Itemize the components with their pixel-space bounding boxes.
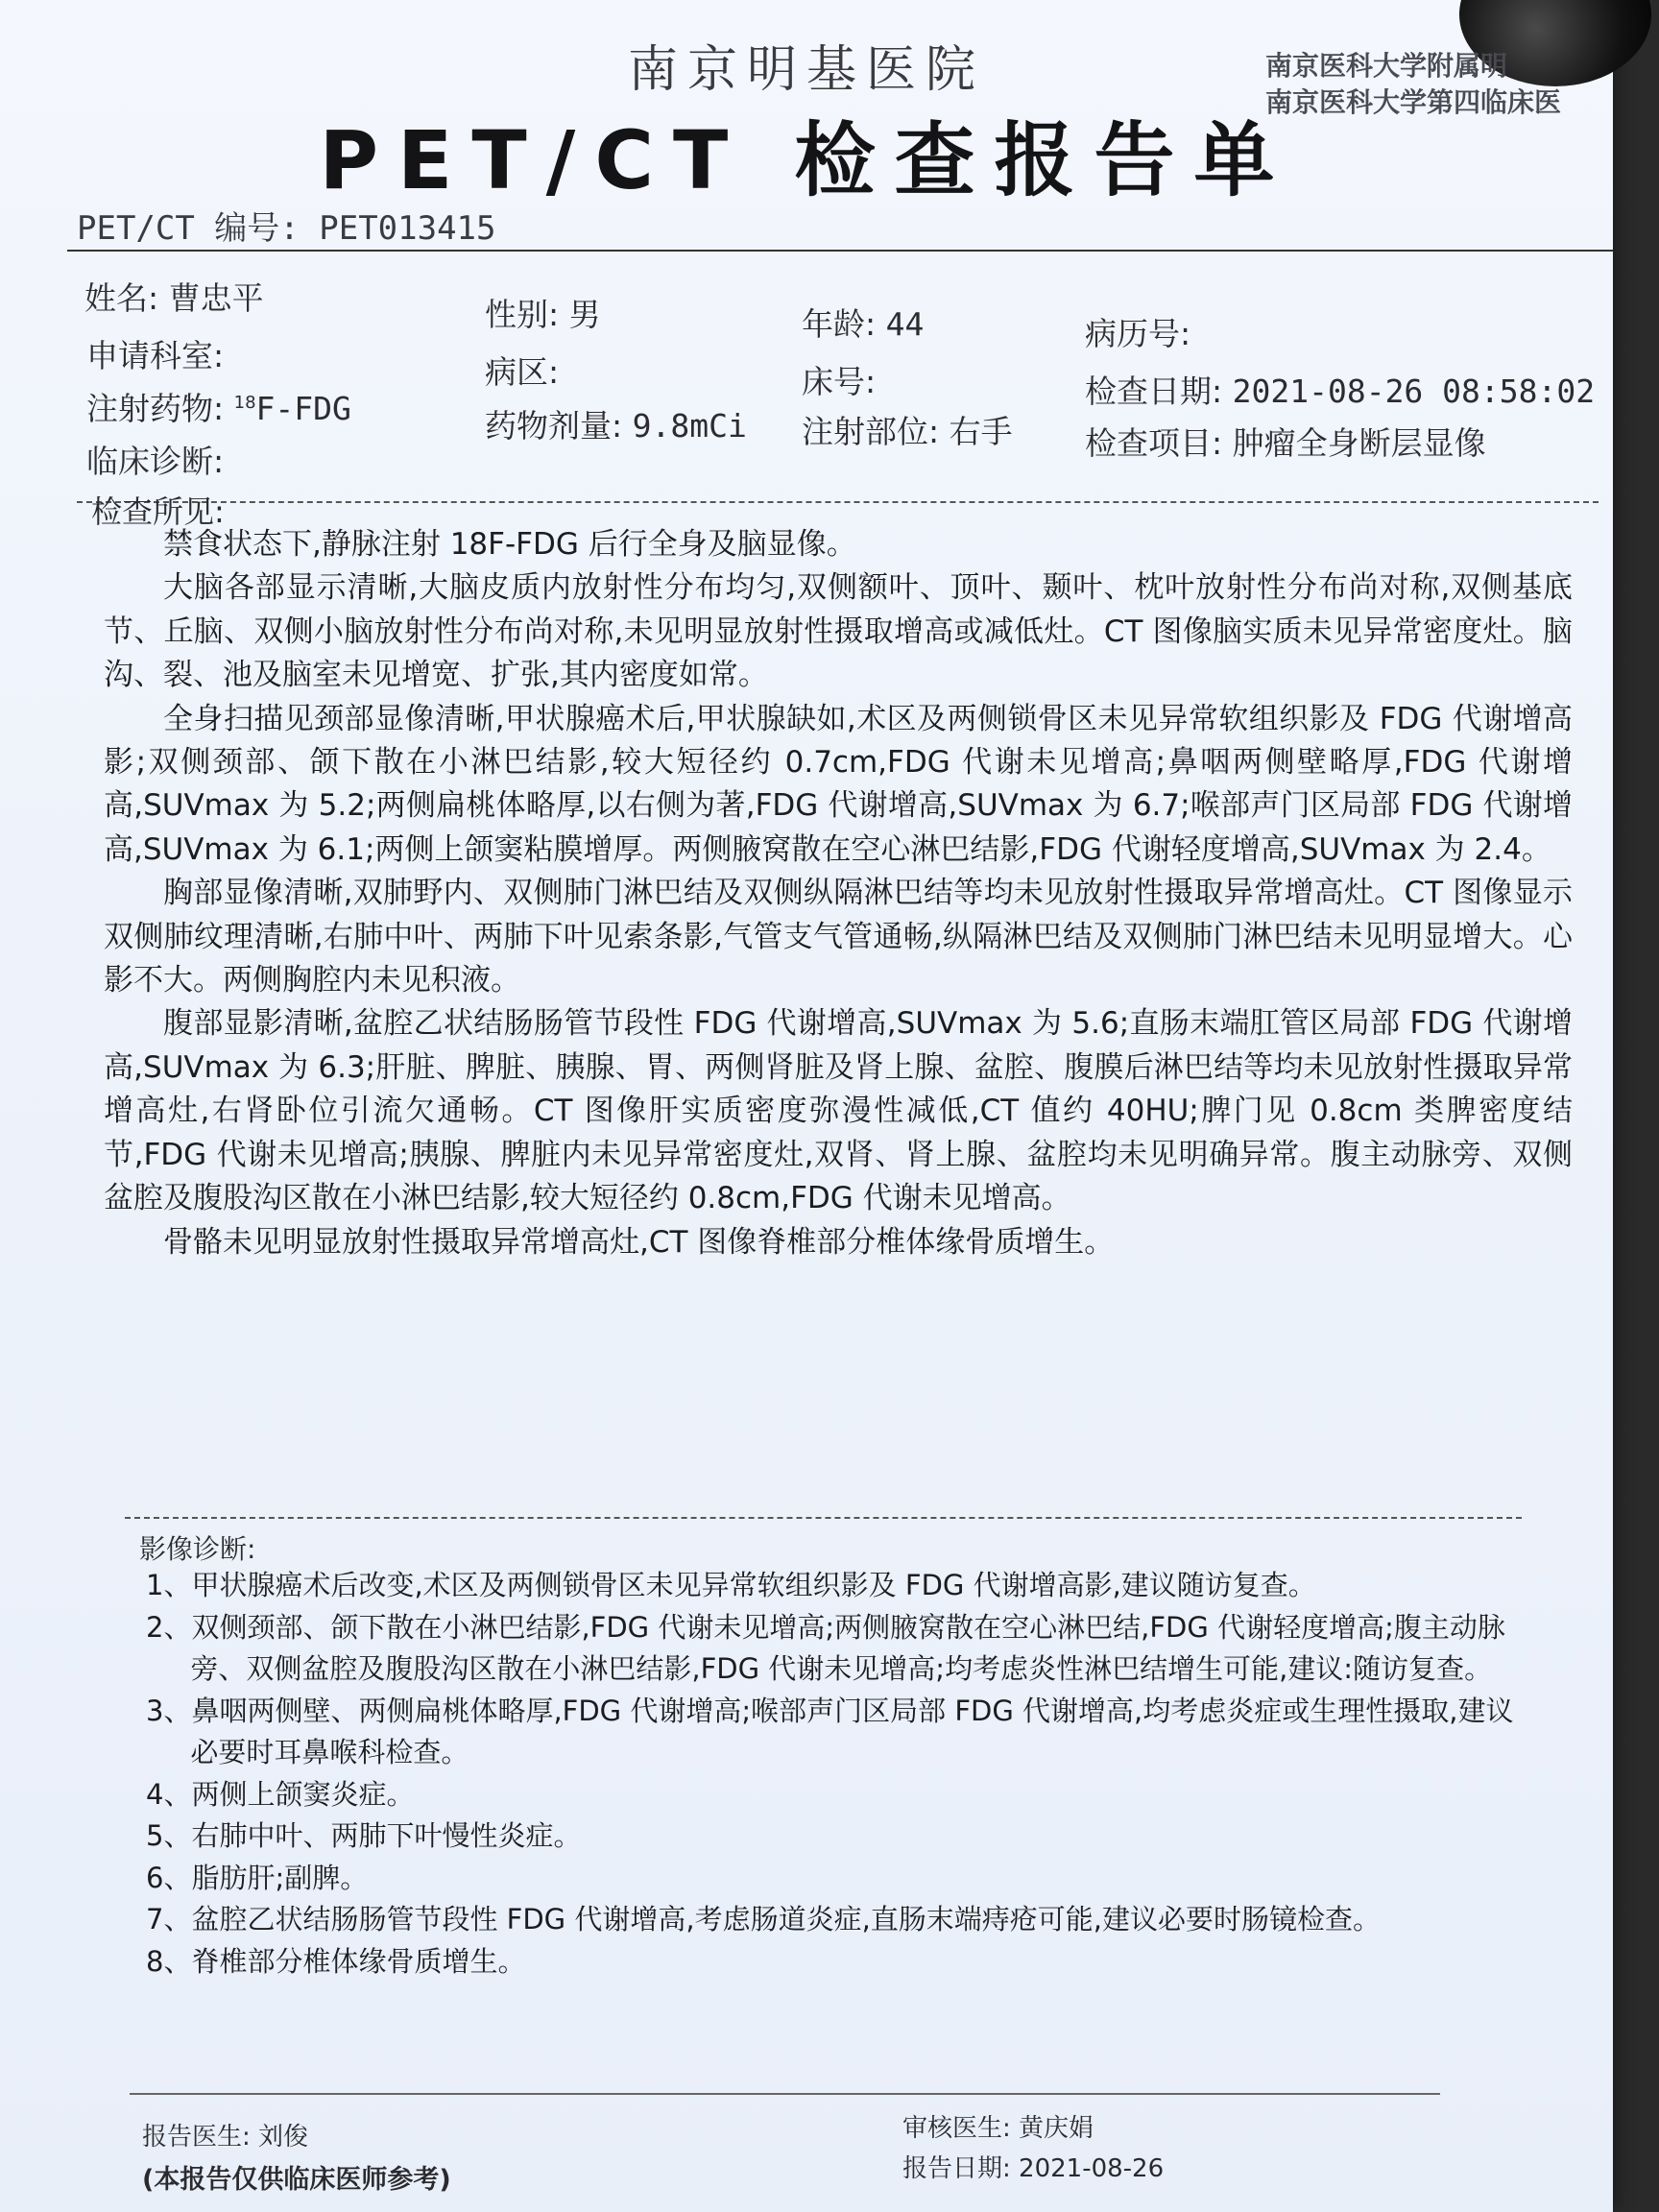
field-label: 临床诊断:	[86, 443, 225, 480]
findings-paragraph: 大脑各部显示清晰,大脑皮质内放射性分布均匀,双侧额叶、顶叶、颞叶、枕叶放射性分布尚对称,双侧基底节、丘脑、双侧小脑放射性分布尚对称,未见明显放射性摄取增高或减低灶。CT 图像脑实质未见异常密度灶。脑沟、裂、池及脑室未见增宽、扩张,其内密度如常。	[104, 570, 1573, 693]
info-rule	[77, 501, 1599, 503]
findings-paragraph: 骨骼未见明显放射性摄取异常增高灶,CT 图像脊椎部分椎体缘骨质增生。	[163, 1224, 1115, 1260]
field-value: F-FDG	[255, 390, 351, 427]
exam-number-value: PET013415	[319, 209, 496, 248]
disclaimer-note: (本报告仅供临床医师参考)	[142, 2165, 451, 2195]
bed-field	[802, 357, 876, 402]
reviewer-field	[902, 2108, 1094, 2144]
field-label: 报告日期:	[902, 2154, 1011, 2183]
patient-age-field	[802, 300, 924, 345]
reporter-field	[142, 2117, 308, 2152]
header-rule	[67, 250, 1613, 252]
diagnosis-item: 7、盆腔乙状结肠肠管节段性 FDG 代谢增高,考虑肠道炎症,直肠末端痔疮可能,建议必要时肠镜检查。	[146, 1903, 1382, 1936]
diagnosis-item: 6、脂肪肝;副脾。	[146, 1861, 369, 1894]
findings-paragraph: 禁食状态下,静脉注射 18F-FDG 后行全身及脑显像。	[163, 527, 856, 562]
field-label: 检查日期:	[1085, 373, 1223, 410]
affiliation-line: 南京医科大学第四临床医	[1265, 86, 1562, 118]
field-label: 性别:	[485, 296, 560, 333]
diagnosis-list	[146, 1565, 1528, 1983]
report-date-field	[902, 2149, 1164, 2184]
clinical-diagnosis-field	[86, 437, 224, 482]
field-label: 病区:	[485, 353, 560, 391]
field-value: 9.8mCi	[632, 407, 747, 445]
field-label: 注射部位:	[802, 413, 940, 450]
diagnosis-item: 5、右肺中叶、两肺下叶慢性炎症。	[146, 1819, 582, 1852]
field-value: 肿瘤全身断层显像	[1232, 424, 1486, 462]
field-value: 黄庆娟	[1019, 2114, 1094, 2143]
diagnosis-rule	[125, 1517, 1522, 1519]
patient-sex-field	[485, 290, 601, 335]
findings-paragraph: 胸部显像清晰,双肺野内、双侧肺门淋巴结及双侧纵隔淋巴结等均未见放射性摄取异常增高灶。CT 图像显示双侧肺纹理清晰,右肺中叶、两肺下叶见索条影,气管支气管通畅,纵隔淋巴结及双侧肺门淋巴结未见明显增大。心影不大。两侧胸腔内未见积液。	[104, 876, 1573, 998]
field-value: 2021-08-26	[1019, 2154, 1165, 2183]
dose-field	[485, 401, 747, 446]
field-label: 姓名:	[84, 279, 159, 317]
ward-field	[485, 348, 559, 393]
findings-body	[104, 523, 1573, 1264]
exam-date-field	[1085, 367, 1595, 412]
report-title: PET/CT 检查报告单	[319, 113, 1294, 207]
patient-record-field	[1085, 309, 1190, 354]
field-value: 右手	[949, 413, 1013, 450]
findings-label: 检查所见:	[91, 493, 225, 530]
diagnosis-item: 4、两侧上颌窦炎症。	[146, 1777, 415, 1811]
diagnosis-label: 影像诊断:	[139, 1533, 256, 1565]
field-value: 曹忠平	[168, 279, 264, 317]
affiliation-line: 南京医科大学附属明	[1265, 50, 1508, 82]
field-label: 注射药物:	[86, 390, 225, 427]
patient-name-field	[84, 274, 264, 319]
diagnosis-item: 1、甲状腺癌术后改变,术区及两侧锁骨区未见异常软组织影及 FDG 代谢增高影,建议随访复查。	[146, 1569, 1316, 1601]
exam-item-field	[1085, 419, 1486, 464]
field-label: 检查项目:	[1085, 424, 1223, 462]
findings-paragraph: 全身扫描见颈部显像清晰,甲状腺癌术后,甲状腺缺如,术区及两侧锁骨区未见异常软组织影及 FDG 代谢增高影;双侧颈部、颌下散在小淋巴结影,较大短径约 0.7cm,FDG 代谢未见增高;鼻咽两侧壁略厚,FDG 代谢增高,SUVmax 为 5.2;两侧扁桃体略厚,以右侧为著,FDG 代谢增高,SUVmax 为 6.7;喉部声门区局部 FDG 代谢增高,SUVmax 为 6.1;两侧上颌窦粘膜增厚。两侧腋窝散在空心淋巴结影,FDG 代谢轻度增高,SUVmax 为 2.4。	[104, 701, 1573, 867]
diagnosis-item: 8、脊椎部分椎体缘骨质增生。	[146, 1944, 526, 1978]
footer-rule	[130, 2093, 1440, 2095]
hospital-name: 南京明基医院	[627, 41, 985, 99]
field-label: 床号:	[802, 363, 877, 400]
exam-number-label: PET/CT 编号:	[77, 209, 300, 248]
drug-field	[86, 384, 351, 429]
field-value: 男	[568, 296, 601, 333]
field-label: 审核医生:	[902, 2114, 1011, 2143]
field-label: 申请科室:	[86, 337, 225, 374]
affiliation-block	[1265, 48, 1561, 121]
dept-field	[86, 331, 224, 376]
isotope-superscript: 18	[233, 393, 256, 413]
field-value: 刘俊	[258, 2123, 309, 2152]
field-label: 年龄:	[802, 305, 877, 343]
diagnosis-item: 3、鼻咽两侧壁、两侧扁桃体略厚,FDG 代谢增高;喉部声门区局部 FDG 代谢增高,均考虑炎症或生理性摄取,建议必要时耳鼻喉科检查。	[146, 1694, 1514, 1768]
findings-paragraph: 腹部显影清晰,盆腔乙状结肠肠管节段性 FDG 代谢增高,SUVmax 为 5.6;直肠末端肛管区局部 FDG 代谢增高,SUVmax 为 6.3;肝脏、脾脏、胰腺、胃、两侧肾脏及肾上腺、盆腔、腹膜后淋巴结等均未见放射性摄取异常增高灶,右肾卧位引流欠通畅。CT 图像肝实质密度弥漫性减低,CT 值约 40HU;脾门见 0.8cm 类脾密度结节,FDG 代谢未见增高;胰腺、脾脏内未见异常密度灶,双肾、肾上腺、盆腔均未见明确异常。腹主动脉旁、双侧盆腔及腹股沟区散在小淋巴结影,较大短径约 0.8cm,FDG 代谢未见增高。	[104, 1006, 1573, 1216]
injection-site-field	[802, 407, 1013, 452]
field-label: 病历号:	[1085, 315, 1191, 352]
exam-number	[77, 202, 495, 249]
field-label: 药物剂量:	[485, 407, 623, 445]
field-label: 报告医生:	[142, 2123, 251, 2152]
field-value: 44	[885, 305, 925, 343]
field-value: 2021-08-26 08:58:02	[1232, 373, 1596, 410]
diagnosis-item: 2、双侧颈部、颌下散在小淋巴结影,FDG 代谢未见增高;两侧腋窝散在空心淋巴结,FDG 代谢轻度增高;腹主动脉旁、双侧盆腔及腹股沟区散在小淋巴结影,FDG 代谢未见增高;均考虑炎性淋巴结增生可能,建议:随访复查。	[146, 1610, 1505, 1685]
